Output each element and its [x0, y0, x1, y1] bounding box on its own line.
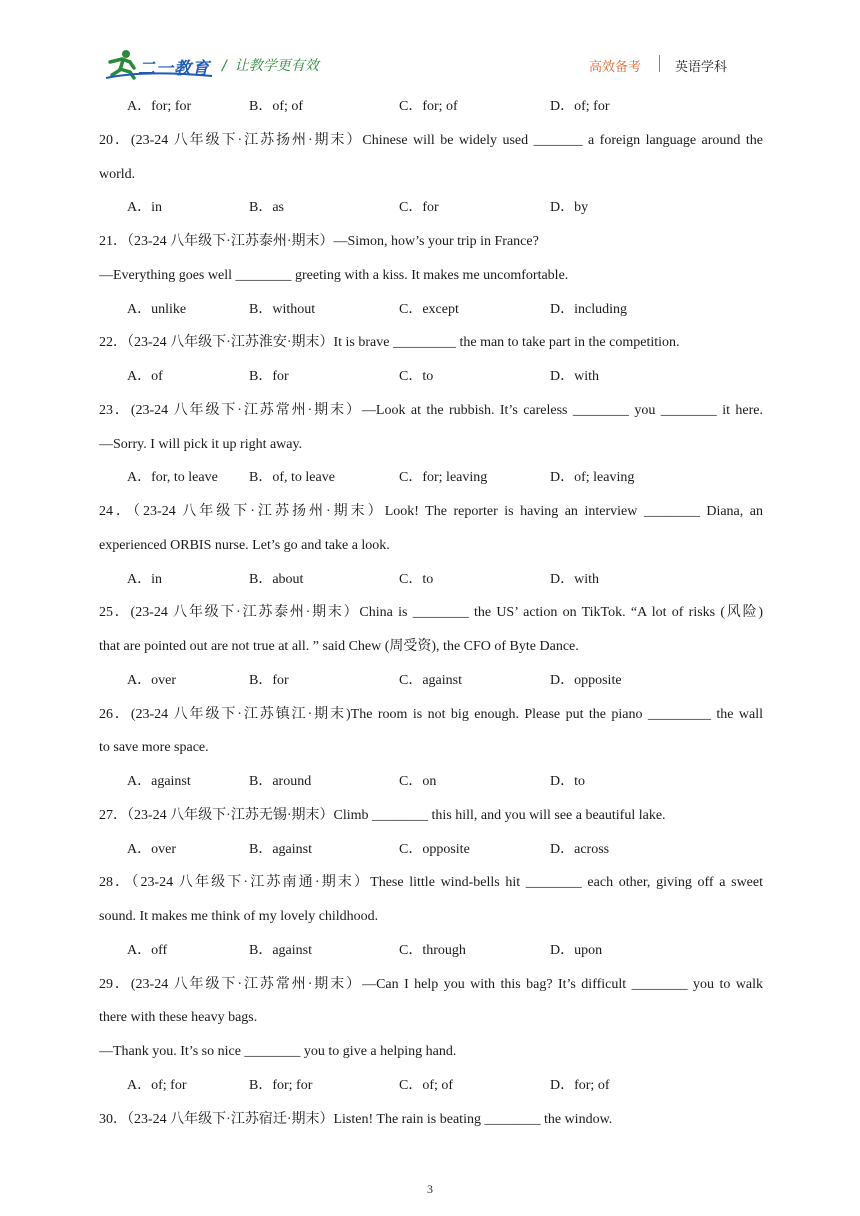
option-a: A．for; for: [127, 99, 192, 114]
option-a: A．for, to leave: [127, 470, 218, 486]
option-a: A．unlike: [127, 301, 187, 317]
options-row: [99, 569, 763, 603]
option-d: D．to: [550, 774, 585, 789]
option-c: C．through: [399, 942, 466, 958]
tagline: 高效备考: [589, 60, 642, 75]
option-a: A．in: [127, 200, 162, 216]
options-row: [99, 839, 763, 873]
question-text-line: sound. It makes me think of my lovely childhood.: [99, 909, 379, 924]
options-row: [99, 771, 763, 805]
option-c: C．for: [399, 200, 439, 216]
option-a: A．off: [127, 942, 168, 958]
question-text-line: to save more space.: [99, 740, 209, 756]
option-a: A．over: [127, 841, 176, 857]
question-text-line: 30．（23-24 八年级下·江苏宿迁·期末）Listen! The rain is beating ________ the window.: [99, 1111, 613, 1127]
option-d: D．for; of: [550, 1077, 610, 1093]
option-b: B．against: [249, 942, 312, 958]
options-row: [99, 670, 763, 704]
options-row: [99, 96, 763, 130]
question-text-line: 24．（23-24 八年级下·江苏扬州·期末）Look! The reporter is having an interview ________ Diana, an: [99, 504, 763, 519]
option-b: B．against: [249, 841, 312, 857]
option-b: B．without: [249, 301, 316, 317]
logo-text: 二一教育: [138, 59, 210, 79]
question-text-line: there with these heavy bags.: [99, 1010, 258, 1026]
option-c: C．to: [399, 369, 434, 384]
options-row: [99, 467, 763, 501]
question-text-line: 25．(23-24 八年级下·江苏泰州·期末）China is ________ the US’ action on TikTok. “A lot of risks (风险): [99, 605, 763, 621]
option-c: C．opposite: [399, 841, 470, 857]
option-b: B．for; for: [249, 1077, 313, 1093]
option-d: D．with: [550, 571, 599, 587]
slogan: [222, 55, 319, 75]
option-c: C．for; of: [399, 99, 458, 114]
option-b: B．for: [249, 672, 289, 688]
question-text-line: 29．(23-24 八年级下·江苏常州·期末）—Can I help you with this bag? It’s difficult ________ you to walk: [99, 976, 763, 992]
question-text-line: —Sorry. I will pick it up right away.: [99, 436, 303, 452]
option-c: C．for; leaving: [399, 470, 488, 486]
option-d: D．of; for: [550, 99, 610, 114]
question-list: [99, 96, 763, 1142]
option-d: D．upon: [550, 942, 603, 958]
question-text-line: 26．(23-24 八年级下·江苏镇江·期末)The room is not big enough. Please put the piano _________ the wall: [99, 706, 763, 722]
option-a: A．against: [127, 774, 191, 789]
option-d: D．including: [550, 301, 627, 317]
question-text-line: 28．（23-24 八年级下·江苏南通·期末）These little wind-bells hit ________ each other, giving off a sweet: [99, 875, 763, 891]
option-d: D．by: [550, 200, 589, 216]
option-b: B．of, to leave: [249, 470, 335, 486]
subject-label: 英语学科: [675, 60, 728, 75]
header-divider: [659, 55, 660, 72]
option-c: C．on: [399, 774, 437, 789]
page-number: 3: [427, 1182, 433, 1196]
option-d: D．of; leaving: [550, 470, 635, 486]
option-a: A．of: [127, 369, 163, 384]
option-c: C．against: [399, 672, 462, 688]
options-row: [99, 299, 763, 333]
question-text-line: 22．（23-24 八年级下·江苏淮安·期末）It is brave _________ the man to take part in the competition.: [99, 335, 680, 351]
option-a: A．of; for: [127, 1077, 187, 1093]
option-a: A．in: [127, 571, 162, 587]
options-row: [99, 366, 763, 400]
question-text-line: 23．(23-24 八年级下·江苏常州·期末）—Look at the rubbish. It’s careless ________ you ________ it here.: [99, 402, 763, 418]
option-d: D．opposite: [550, 672, 622, 688]
question-text-line: that are pointed out are not true at all. ” said Chew (周受资), the CFO of Byte Dance.: [99, 639, 579, 654]
options-row: [99, 197, 763, 231]
option-b: B．as: [249, 200, 284, 216]
option-c: C．to: [399, 571, 434, 587]
option-b: B．about: [249, 571, 304, 587]
option-b: B．around: [249, 774, 312, 789]
option-d: D．with: [550, 369, 599, 384]
option-b: B．of; of: [249, 99, 304, 114]
page-header: [0, 0, 860, 95]
slogan-separator: /: [222, 58, 227, 74]
option-d: D．across: [550, 841, 610, 857]
option-c: C．of; of: [399, 1077, 454, 1093]
options-row: [99, 940, 763, 974]
question-text-line: world.: [99, 166, 136, 182]
question-text-line: 27．（23-24 八年级下·江苏无锡·期末）Climb ________ this hill, and you will see a beautiful lake.: [99, 807, 666, 823]
question-text-line: —Thank you. It’s so nice ________ you to give a helping hand.: [99, 1044, 457, 1059]
option-b: B．for: [249, 369, 289, 384]
slogan-text: 让教学更有效: [234, 58, 319, 74]
option-c: C．except: [399, 301, 459, 317]
question-text-line: experienced ORBIS nurse. Let’s go and take a look.: [99, 537, 390, 553]
question-text-line: 20．(23-24 八年级下·江苏扬州·期末）Chinese will be widely used _______ a foreign language around the: [99, 132, 763, 148]
question-text-line: —Everything goes well ________ greeting with a kiss. It makes me uncomfortable.: [99, 267, 569, 283]
question-text-line: 21．（23-24 八年级下·江苏泰州·期末）—Simon, how’s your trip in France?: [99, 234, 539, 249]
option-a: A．over: [127, 672, 176, 688]
options-row: [99, 1075, 763, 1109]
